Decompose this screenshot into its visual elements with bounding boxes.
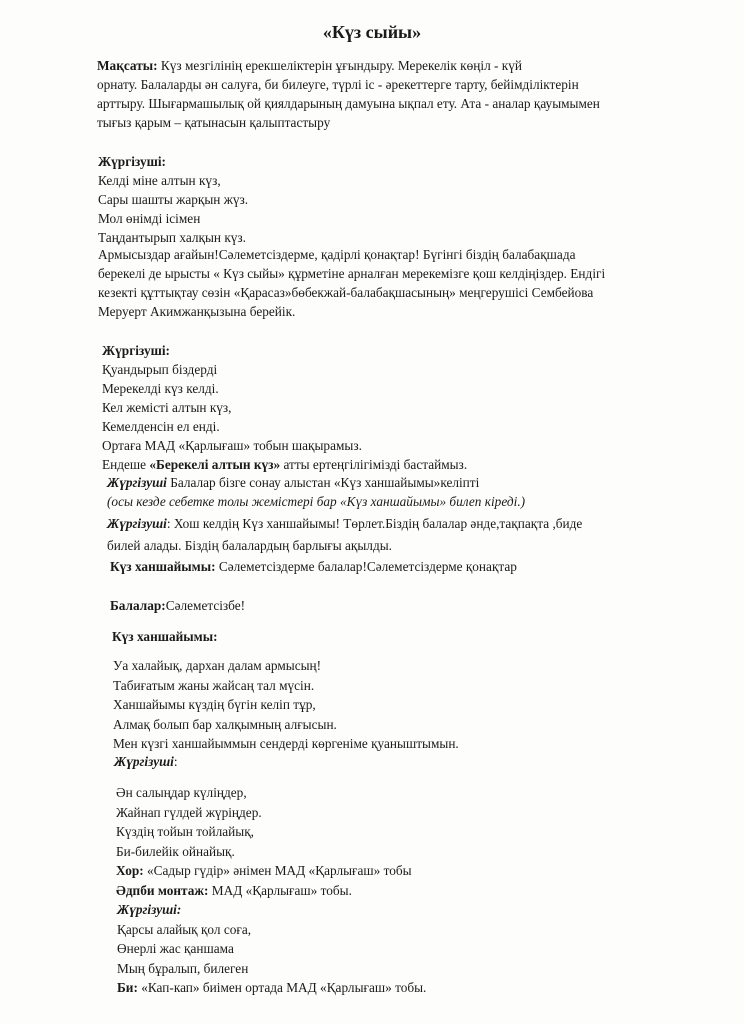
host-verse-5-lines xyxy=(116,783,412,900)
host-label: Жүргізуші xyxy=(107,516,167,531)
event-name: «Берекелі алтын күз» xyxy=(149,457,281,472)
host-text: : Хош келдің Күз ханшайымы! Төрлет.Біздің балалар әнде,тақпақта ,биде xyxy=(166,516,583,531)
verse-line: Алмақ болып бар халқымның алғысын. xyxy=(113,716,337,732)
queen-verse-lines xyxy=(113,656,459,754)
verse-line: Өнерлі жас қаншама xyxy=(117,941,234,956)
greeting-line: берекелі де ырысты « Күз сыйы» құрметіне арналған мерекемізге қош келдіңіздер. Ендігі xyxy=(98,266,606,281)
verse-line: Қуандырып біздерді xyxy=(102,362,218,377)
start-post: атты ертеңгілігімізді бастаймыз. xyxy=(280,457,468,472)
verse-line: Ән салыңдар күліңдер, xyxy=(116,785,247,800)
dance-label: Би: xyxy=(117,980,138,995)
host-text: Балалар бізге сонау алыстан «Күз ханшайымы»келіпті xyxy=(166,475,480,490)
goal-paragraph xyxy=(97,56,600,132)
verse-line: Би-билейік ойнайық. xyxy=(116,843,235,859)
host-verse-1 xyxy=(98,152,248,247)
verse-line: Кел жемісті алтын күз, xyxy=(102,400,232,415)
dance-text: «Кап-кап» биімен ортада МАД «Қарлығаш» тобы. xyxy=(137,980,427,995)
verse-line: Қарсы алайық қол соға, xyxy=(117,921,252,937)
goal-line: орнату. Балаларды ән салуға, би билеуге, түрлі іс - әрекеттерге тарту, бейімділіктерін xyxy=(97,77,579,92)
queen-label: Күз ханшайымы: xyxy=(110,559,216,574)
host-verse-2 xyxy=(102,341,467,474)
host-label: Жүргізуші: xyxy=(98,154,166,169)
verse-line: Мен күзгі ханшайыммын сендерді көргеніме қуаныштымын. xyxy=(113,736,459,751)
verse-line: Сары шашты жарқын жүз. xyxy=(98,192,249,207)
host-label: Жүргізуші: xyxy=(117,902,182,917)
goal-line: арттыру. Шығармашылық ой қиялдарының дамуына ықпал ету. Ата - аналар қауымымен xyxy=(97,96,600,111)
verse-line: Мың бұралып, билеген xyxy=(117,960,249,976)
performance-label: Хор: xyxy=(116,863,144,878)
stage-direction: (осы кезде себетке толы жемістері бар «Күз ханшайымы» билеп кіреді.) xyxy=(107,494,526,509)
queen-line-1 xyxy=(110,557,517,576)
page-title: «Күз сыйы» xyxy=(322,22,422,42)
verse-line: Уа халайық, дархан далам армысың! xyxy=(113,658,322,673)
verse-line: Табиғатым жаны жайсаң тал мүсін. xyxy=(113,677,315,693)
verse-line: Ханшайымы күздің бүгін келіп тұр, xyxy=(113,697,316,712)
host-text: билей алады. Біздің балалардың барлығы ақылды. xyxy=(107,538,392,553)
host-verse-6 xyxy=(117,900,426,998)
children-line xyxy=(110,596,245,615)
verse-line: Күздің тойын тойлайық, xyxy=(116,824,254,839)
greeting-line: Армысыздар ағайын!Сәлеметсіздерме, қадірлі қонақтар! Бүгінгі біздің балабақшада xyxy=(98,247,576,262)
queen-verse xyxy=(112,627,218,646)
host-label: Жүргізуші xyxy=(107,475,167,490)
greeting-line: Меруерт Акимжанқызына берейік. xyxy=(98,304,296,319)
goal-label: Мақсаты: xyxy=(97,58,158,73)
host-line-4 xyxy=(107,513,582,557)
goal-line: Күз мезгілінің ерекшеліктерін ұғындыру. Мерекелік көңіл - күй xyxy=(157,58,523,73)
goal-line: тығыз қарым – қатынасын қалыптастыру xyxy=(97,115,331,130)
host-verse-5 xyxy=(114,752,178,771)
host-colon: : xyxy=(173,754,178,769)
verse-line: Мол өнімді ісімен xyxy=(98,211,201,226)
verse-line: Жайнап гүлдей жүріңдер. xyxy=(116,804,262,820)
performance-text: МАД «Қарлығаш» тобы. xyxy=(208,882,352,898)
children-text: Сәлеметсізбе! xyxy=(165,598,246,613)
greeting-paragraph xyxy=(98,245,605,321)
verse-line: Таңдантырып халқын күз. xyxy=(98,230,247,245)
performance-text: «Садыр гүдір» әнімен МАД «Қарлығаш» тобы xyxy=(143,863,412,878)
host-label: Жүргізуші xyxy=(114,754,174,769)
host-line-3 xyxy=(107,473,525,511)
performance-label: Әдпби монтаж: xyxy=(116,882,209,898)
verse-line: Келді міне алтын күз, xyxy=(98,173,221,188)
verse-line: Ортаға МАД «Қарлығаш» тобын шақырамыз. xyxy=(102,438,362,453)
children-label: Балалар: xyxy=(110,598,166,613)
host-label: Жүргізуші: xyxy=(102,343,170,358)
verse-line: Кемелденсін ел енді. xyxy=(102,419,220,434)
verse-line: Мерекелді күз келді. xyxy=(102,381,219,396)
queen-label: Күз ханшайымы: xyxy=(112,629,218,644)
greeting-line: кезекті құттықтау сөзін «Қарасаз»бөбекжай-балабақшасының» меңгерушісі Сембейова xyxy=(98,285,594,300)
queen-text: Сәлеметсіздерме балалар!Сәлеметсіздерме қонақтар xyxy=(215,559,517,574)
start-pre: Ендеше xyxy=(102,457,150,472)
